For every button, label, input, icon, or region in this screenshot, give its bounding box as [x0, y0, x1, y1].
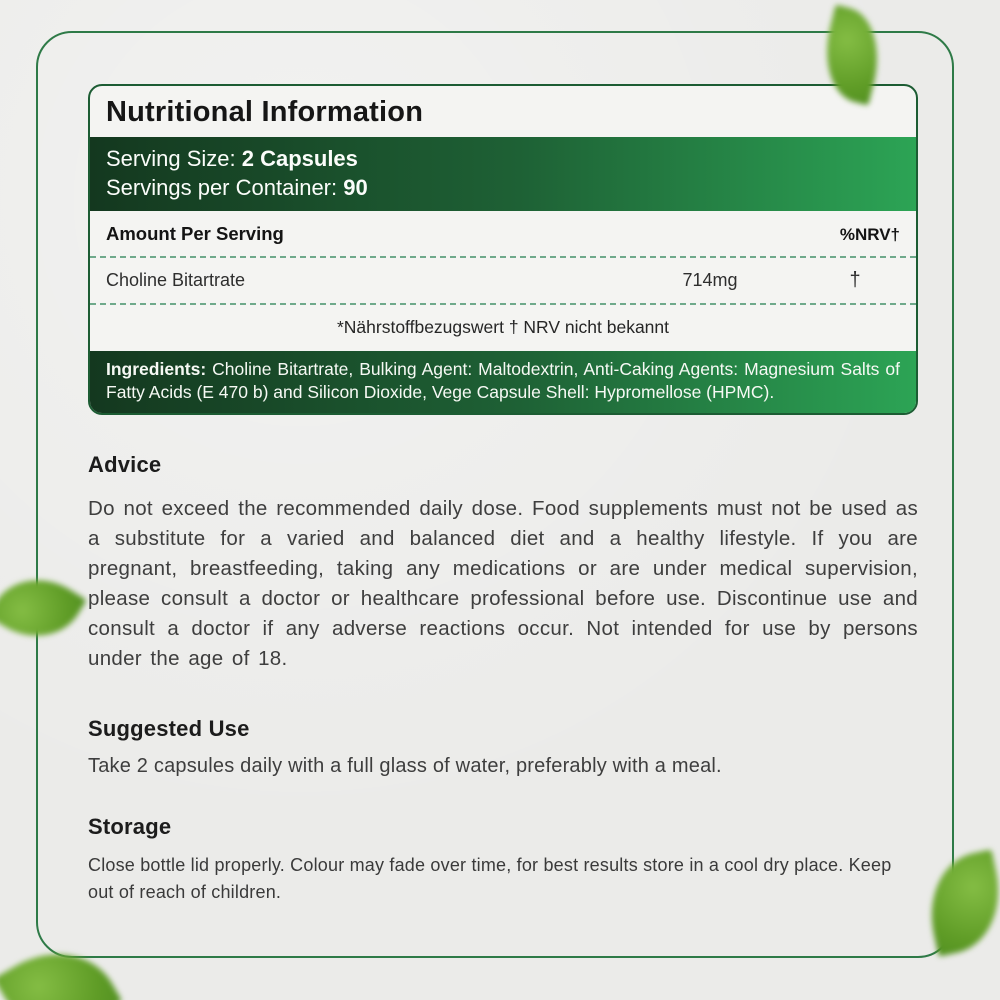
leaf-icon [0, 560, 87, 656]
nutrition-panel [88, 84, 918, 415]
serving-size-line [106, 144, 900, 173]
storage-body: Close bottle lid properly. Colour may fade over time, for best results store in a cool dry place. Keep out of reach of children. [88, 855, 892, 902]
amount-per-serving-header: Amount Per Serving [106, 223, 284, 244]
serving-info-band [90, 137, 916, 211]
label-content [88, 84, 918, 906]
nutrient-amount: 714mg [682, 270, 738, 290]
storage-heading: Storage [88, 814, 172, 839]
ingredients-label: Ingredients: [106, 359, 213, 379]
leaf-icon [0, 929, 122, 1000]
suggested-use-body: Take 2 capsules daily with a full glass of water, preferably with a meal. [88, 755, 722, 777]
serving-size-label: Serving Size: [106, 146, 242, 171]
table-row [90, 258, 916, 305]
nrv-header: %NRV† [839, 225, 900, 244]
leaf-icon [919, 849, 1000, 956]
servings-per-container-line [106, 173, 900, 202]
advice-body: Do not exceed the recommended daily dose. Food supplements must not be used as a substitute for a varied and balanced diet and a healthy lifestyle. If you are pregnant, breastfeeding, taking any medications or are under medical supervision, please consult a doctor or healthcare professional before use. Discontinue use and consult a doctor if any adverse reactions occur. Not intended for use by persons under the age of 18. [88, 497, 918, 670]
page-title: Nutritional Information [106, 96, 424, 128]
nrv-footnote: *Nährstoffbezugswert † NRV nicht bekannt [336, 317, 670, 337]
servings-per-container-value: 90 [343, 175, 368, 200]
suggested-use-heading: Suggested Use [88, 716, 250, 741]
ingredients-text: Choline Bitartrate, Bulking Agent: Maltodextrin, Anti-Caking Agents: Magnesium Salts of Fatty Acids (E 470 b) and Silicon Dioxide, Vege Capsule Shell: Hypromellose (HPMC). [106, 359, 900, 402]
serving-size-value: 2 Capsules [241, 146, 358, 171]
advice-heading: Advice [88, 452, 162, 477]
servings-per-container-label: Servings per Container: [106, 175, 344, 200]
nutrient-name: Choline Bitartrate [106, 270, 246, 290]
ingredients-box [90, 351, 916, 413]
amount-header-row [90, 211, 916, 258]
nutrient-nrv: † [849, 269, 861, 291]
